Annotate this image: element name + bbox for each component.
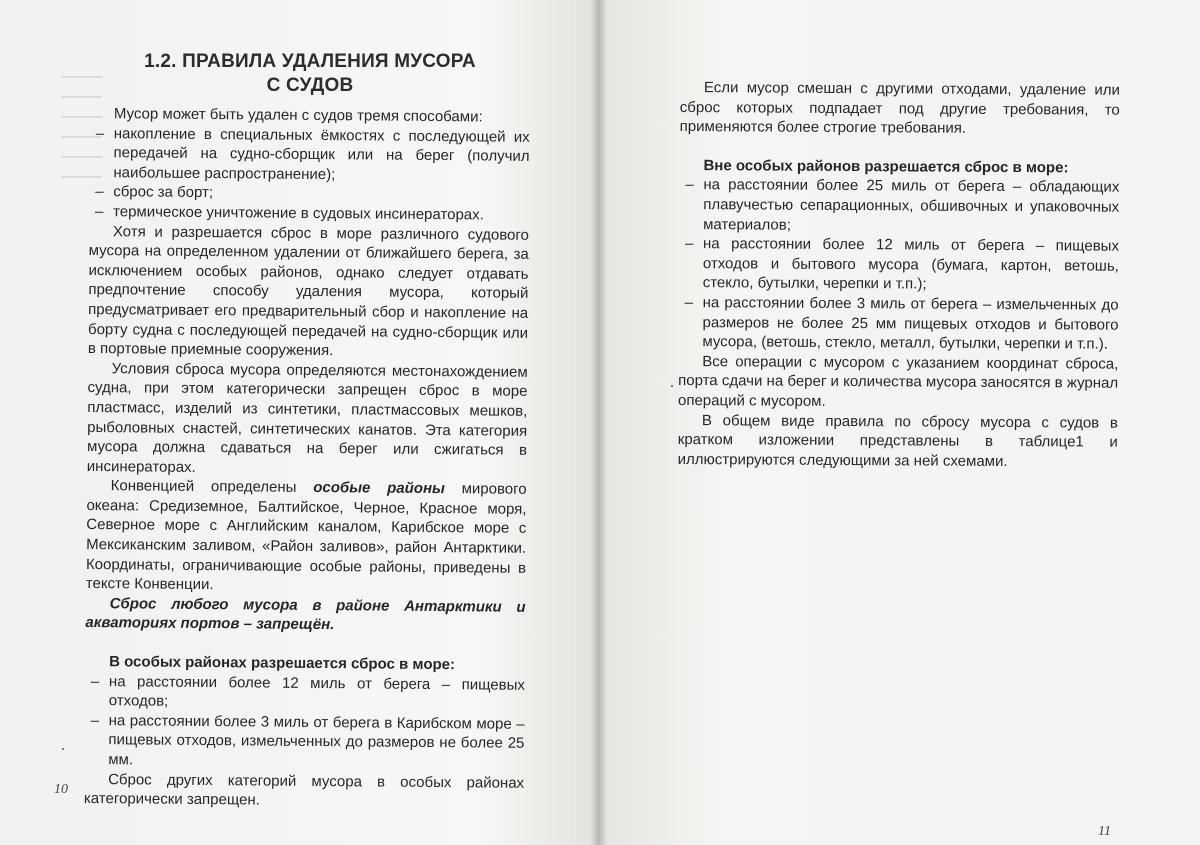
special-area-item: – на расстоянии более 12 миль от берега – пищевых отходов; — [85, 672, 525, 715]
journal-paragraph: Все операции с мусором с указанием координат сброса, порта сдачи на берег и количества мусора заносятся в журнал операций с мусором. — [677, 352, 1119, 410]
antarctic-warning: Сброс любого мусора в районе Антарктики и акваториях портов – запрещён. — [85, 595, 526, 634]
special-areas-text-end: мирового океана: Средиземное, Балтийское, Черное, Красное моря, Северное море с Английским каналом, Карибское море с Мексиканским заливом, «Район заливов», район Антарктики. Координаты, ограничивающие особые районы, приведены в тексте Конвенции. — [85, 480, 527, 594]
special-areas-emphasis: особые районы — [313, 479, 445, 498]
right-page-body — [678, 78, 1120, 472]
outside-areas-heading: Вне особых районов разрешается сброс в море: — [703, 156, 1069, 177]
intro-paragraph: Мусор может быть удален с судов тремя способами: — [113, 105, 483, 126]
method-item: – накопление в специальных ёмкостях с последующей их передачей на судно-сборщик или на берег (получил наибольшее распространение); — [89, 124, 529, 187]
heading-line-2: С СУДОВ — [266, 75, 354, 96]
final-paragraph: Сброс других категорий мусора в особых районах категорически запрещен. — [83, 770, 525, 809]
paragraph-conditions: Условия сброса мусора определяются местонахождением судна, при этом категорически запрещен сброс в море пластмасс, изделий из синтетики, пластмассовых мешков, рыболовных снастей, синтетических канатов. Эта категория мусора должна сдаваться на берег или сжигаться в инсинераторах. — [86, 359, 528, 476]
paragraph-preference: Хотя и разрешается сброс в море различного судового мусора на определенном удалении от ближайшего берега, за исключением особых районов, однако следует отдавать предпочтение способу удаления мусора, который предусматривает его предварительный сбор и накопление на борту судна с последующей передачей на судно-сборщик или в портовые приемные сооружения. — [87, 222, 529, 360]
page-number-right: 11 — [1098, 824, 1111, 839]
method-item: – термическое уничтожение в судовых инсинераторах. — [89, 202, 529, 225]
outside-area-item: – на расстоянии более 25 миль от берега – обладающих плавучестью сепарационных, обшивочных и упаковочных материалов; — [679, 175, 1119, 236]
left-page-body — [84, 104, 530, 813]
special-area-item: – на расстоянии более 3 миль от берега в Карибском море – пищевых отходов, измельченных до размеров не более 25 мм. — [84, 711, 524, 774]
special-areas-heading: В особых районах разрешается сброс в море: — [109, 653, 456, 674]
page-number-left: 10 — [54, 782, 68, 797]
method-item: – сброс за борт; — [89, 182, 529, 205]
heading-line-1: 1.2. ПРАВИЛА УДАЛЕНИЯ МУСОРА — [144, 51, 476, 72]
section-heading — [90, 50, 530, 98]
summary-paragraph: В общем виде правила по сбросу мусора с судов в кратком изложении представлены в таблице1 и иллюстрируются следующими за ней схемами. — [677, 411, 1118, 470]
special-areas-text-start: Конвенцией определены — [110, 477, 314, 497]
outside-area-item: – на расстоянии более 3 миль от берега – измельченных до размеров не более 25 мм пищевых отходов и бытового мусора, (ветошь, стекло, металл, бутылки, черепки и т.п.). — [678, 293, 1118, 354]
speck — [671, 385, 673, 387]
outside-area-item: – на расстоянии более 12 миль от берега – пищевых отходов и бытового мусора (бумага, картон, ветошь, стекло, бутылки, черепки и т.п.); — [679, 234, 1119, 295]
mixed-waste-paragraph: Если мусор смешан с другими отходами, удаление или сброс которых подпадает под другие требования, то применяются более строгие требования. — [679, 79, 1120, 137]
paragraph-special-areas — [86, 476, 527, 597]
speck — [62, 748, 64, 750]
